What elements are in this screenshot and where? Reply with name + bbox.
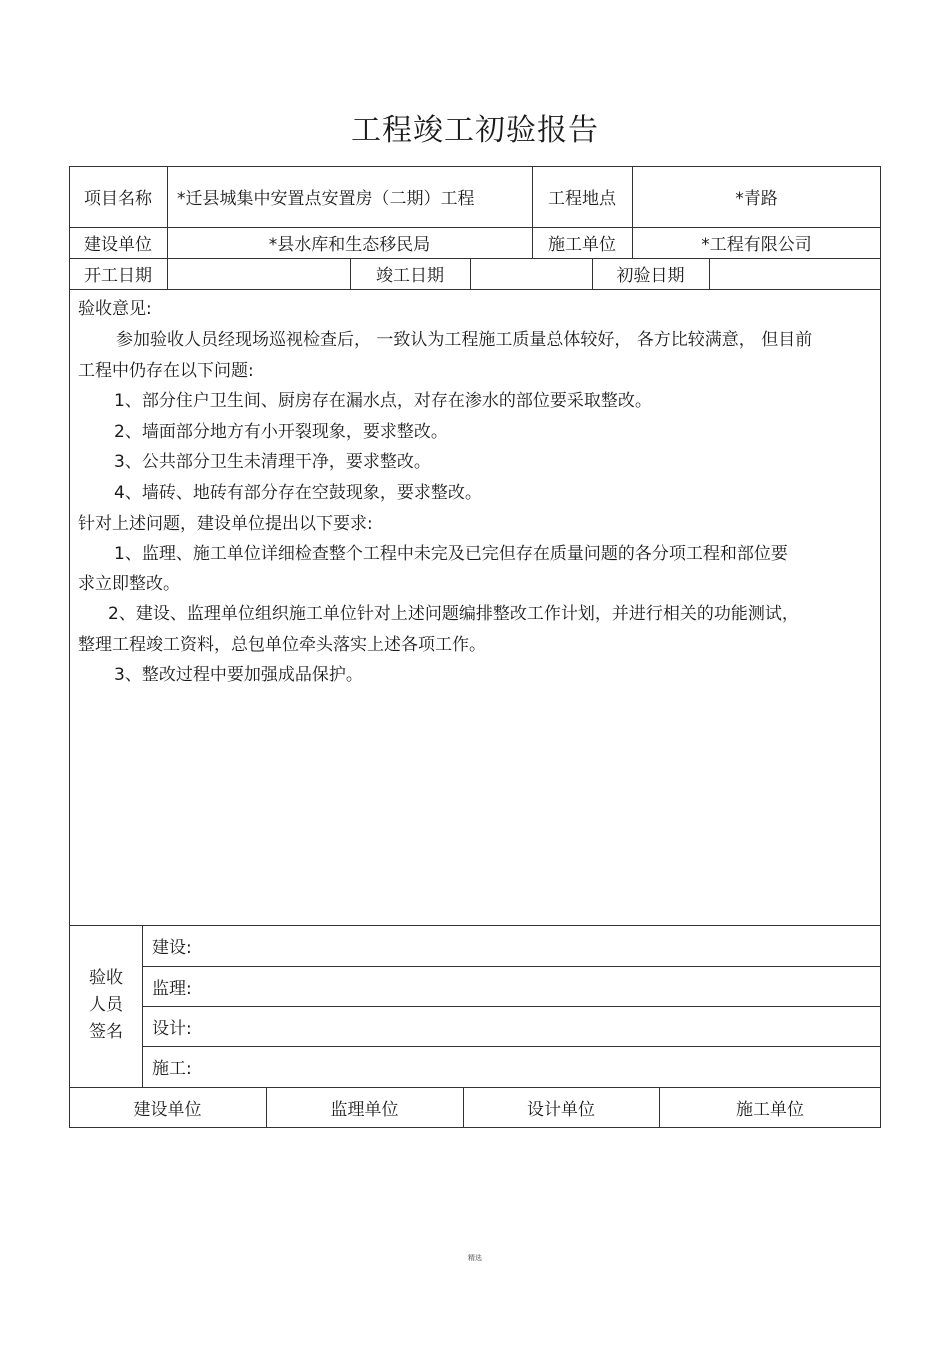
opinion-line: 工程中仍存在以下问题:: [78, 361, 254, 381]
start-date-label: 开工日期: [84, 266, 152, 286]
opinion-line: 1、部分住户卫生间、厨房存在漏水点，对存在渗水的部位要采取整改。: [114, 391, 652, 411]
project-location-value: *青路: [735, 189, 778, 209]
opinion-line: 4、墙砖、地砖有部分存在空鼓现象，要求整改。: [114, 483, 482, 503]
start-date-value: [167, 258, 350, 289]
finish-date-value: [470, 258, 592, 289]
signature-label-line: 签名: [89, 1022, 123, 1042]
initial-date-label: 初验日期: [616, 266, 685, 286]
opinion-line: 2、建设、监理单位组织施工单位针对上述问题编排整改工作计划，并进行相关的功能测试，: [108, 604, 799, 624]
opinion-line: 3、公共部分卫生未清理干净，要求整改。: [114, 452, 431, 472]
project-location-label: 工程地点: [548, 189, 616, 209]
opinion-line: 针对上述问题，建设单位提出以下要求:: [78, 514, 373, 534]
signature-label-line: 人员: [89, 995, 123, 1015]
contractor-label: 施工单位: [548, 235, 616, 255]
row-divider: [69, 289, 881, 290]
project-name-value: *迁县城集中安置点安置房（二期）工程: [177, 189, 475, 209]
document-title: 工程竣工初验报告: [351, 113, 599, 148]
finish-date-label: 竣工日期: [376, 266, 444, 286]
opinion-heading: 验收意见:: [78, 299, 152, 319]
unit-designer: 设计单位: [527, 1100, 595, 1120]
unit-contractor: 施工单位: [736, 1100, 804, 1120]
opinion-line: 1、监理、施工单位详细检查整个工程中未完及已完但存在质量问题的各分项工程和部位要: [114, 544, 788, 564]
contractor-value: *工程有限公司: [701, 235, 812, 255]
opinion-line: 2、墙面部分地方有小开裂现象，要求整改。: [114, 422, 448, 442]
supervisor-signature: 监理:: [152, 978, 192, 999]
opinion-line: 3、整改过程中要加强成品保护。: [114, 665, 363, 685]
opinion-line: 整理工程竣工资料，总包单位牵头落实上述各项工作。: [78, 635, 486, 655]
builder-signature: 建设:: [152, 938, 192, 958]
project-name-label: 项目名称: [84, 189, 152, 209]
contractor-signature: 施工:: [152, 1059, 192, 1079]
footer-mark: 精选: [468, 1254, 482, 1262]
signature-section-label: [70, 965, 142, 1046]
initial-date-value: [709, 258, 881, 289]
designer-signature: 设计:: [152, 1018, 192, 1039]
opinion-line: 求立即整改。: [78, 574, 180, 594]
unit-supervisor: 监理单位: [330, 1100, 399, 1120]
signature-label-line: 验收: [89, 968, 123, 988]
builder-value: *县水库和生态移民局: [268, 235, 431, 255]
opinion-line: 参加验收人员经现场巡视检查后， 一致认为工程施工质量总体较好， 各方比较满意， 但目前: [116, 330, 813, 350]
builder-label: 建设单位: [84, 235, 152, 255]
unit-builder: 建设单位: [133, 1100, 202, 1120]
